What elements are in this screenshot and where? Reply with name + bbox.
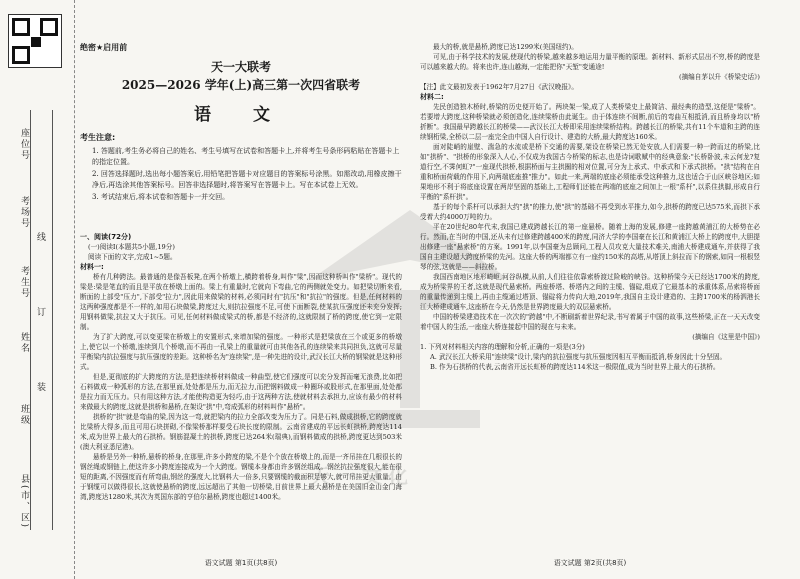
watermark-text: 天一文化 [310, 464, 414, 488]
paragraph: 中国的桥梁建造技术在一次次的"跨越"中,不断刷新着世界纪录,书写着属于中国的故事,这些桥梁,正在一天天改变着中国人的生活,一座座大桥连接起中国的现在与未来。 [420, 313, 760, 331]
question-stem: 1. 下列对材料相关内容的理解和分析,正确的一项是(3分) [420, 343, 585, 351]
material-label: 材料一: [80, 263, 104, 271]
paragraph: 面对陡峭的崖壁、湍急的水流或是桥下交通的需要,架设在桥梁已然无处安放,人们需要一种一跨而过的桥梁,比如"拱桥"、"拱桥的形象深入人心,不仅成为我国古今桥梁的标志,也是诗词歌赋中的经典意象:"长桥卧波,未云何龙?复道行空,不霁何虹?"一座现代拱桥,根据桥面与主拱圈的相对位置,可分为上承式、中承式和下承式拱桥。"拱"结构在自重和桥面荷载的作用下,向两端底座推"推力"。如此一来,两端的底座必须能承受这种推力,这也适合于山区峡谷地区;如果地形不利于将底座设置在两岸坚固的基础上,工程师们还能在两端的底座之间加上一根"系杆",以系住拱脚,形成自行平衡的"系杆拱"。 [420, 143, 760, 201]
exam-title: 天一大联考 [210, 60, 271, 74]
page-footer-left: 语文试题 第1页(共8页) [204, 559, 278, 567]
notice-item: 1. 答题前,考生务必将自己的姓名、考生号填写在试卷和答题卡上,并将考生号条形码粘贴在答题卡上的指定位置。 [92, 147, 400, 166]
county-label: 县(市、区) [19, 474, 29, 530]
notice-heading: 考生注意: [80, 133, 116, 142]
source-citation: (摘编自《这里是中国》) [692, 333, 760, 341]
name-label: 姓名 [19, 332, 29, 354]
paragraph: 基于的每个系杆可以承担大约"拱"的推力,使"拱"的基础不再受到水平推力,如今,拱桥的跨度已达575米,而拱下承受着大约4000万吨的力。 [420, 203, 760, 221]
qr-code-icon [8, 14, 62, 68]
student-number-label: 考生号 [19, 266, 29, 299]
paragraph: 悬桥是另外一种桥,悬桥的桥身,在那里,许多小跨度的梁,不是个个放在桥墩上的,而是一齐吊挂在几根很长的钢丝绳或钢链上,使这许多小跨度连接成为一个大跨度。钢缆本身都由许多钢丝组成。钢丝抗拉强度很大,能在很短的距离,不因强度而有所弯曲,钢丝的强度大,比钢料大一倍多,只要钢缆的截面积足够大,就可吊挂更大重量。由于钢缆可以做得很长,这就使悬桥的跨度,远远超出了其他一切桥梁,目前世界上最大悬桥是在美国旧金山金门海湾,跨度达1280米,其次为英国东部的亨伯尔悬桥,跨度也超过1400米。 [80, 453, 402, 501]
right-column-body [420, 42, 760, 372]
paragraph: 先民创造独木桥时,桥梁的历史便开始了。两块架一梁,成了人类桥梁史上最简洁、最经典的造型,这便是"梁桥"。若要增大跨度,这种桥梁就必须创造化,连续梁桥由此诞生。由于体连续不间断,前后的弯曲互相抵消,而且桥身均以"桥折断"。我国最早跨越长江的桥梁——武汉长江大桥即采用连续梁桥结构。跨越长江的桥梁,共有11个车道和主跨的连续钢桁梁,全桥以二层一座完全由中国人自行设计、建造的大桥,最大跨度达160米。 [420, 103, 760, 141]
page-footer-right: 语文试题 第2页(共8页) [553, 559, 627, 567]
class-label: 班级 [19, 404, 29, 426]
paragraph: 最大的桥,就是悬桥,跨度已达1299米(美国纽约)。 [433, 43, 578, 51]
subject-title: 语 文 [194, 105, 288, 125]
paragraph: 但是,更彻底的扩大跨度的方法,是把连续桥材料做成一种曲型,使它们强度可以充分发挥而毫无浪费,比如把石料做成一种弧形的方法,在那里面,处处都是压力,而无拉力,而把钢料做成一种圈环或股形式,在那里面,处处都是拉力而无压力。只有用这种方法,才能使构造更为轻巧,由于这两种方法,使就材料去承担力,应该有最少的材料来做最大的跨度,这就是拱桥和悬桥,在架设"拱"中,弯成弧形的材料叫作"悬桥"。 [80, 373, 402, 411]
binding-line [30, 110, 31, 530]
exam-room-label: 考场号 [19, 196, 29, 229]
seat-number-label: 座位号 [19, 128, 29, 161]
exam-subtitle: 2025—2026 学年(上)高三第一次四省联考 [121, 78, 361, 92]
source-citation: (摘编自茅以升《桥梁史话》) [679, 73, 760, 81]
left-column-body [80, 232, 402, 502]
notice-item: 2. 回答选择题时,选出每小题答案后,用铅笔把答题卡对应题目的答案标号涂黑。如需改动,用橡皮擦干净后,再选涂其他答案标号。回答非选择题时,将答案写在答题卡上。写在本试卷上无效。 [92, 170, 402, 189]
binding-margin [0, 0, 75, 579]
instruction-text: 阅读下面的文字,完成1~5题。 [88, 253, 177, 261]
cut-mark-bind: 订 [37, 308, 47, 318]
paragraph: 桥有几种跨法。最普通的是像吾板凳,在两个桥墩上,横跨着桥身,叫作"梁",因而这种桥叫作"梁桥"。现代的梁是:梁是笔直的而且是平放在桥墩上面的。梁上有重量时,它就向下弯曲,它的两侧就处变力。如把梁切断来看,断面的上部受"压力",下部受"拉力",因此用来做梁的材料,必须同时有"抗压"和"抗拉"的强度。但是,任何材料的这两种强度都是不一样的,如用石块做梁,跨度过大,则抗拉强度不足,可使下面断裂,使某抗压强度还未充分发挥;用钢料做梁,抗拉又大于抗压。可见,任何材料做成梁式的桥,都是不经济的,这就限制了桥的跨度,使它到一定限制。 [80, 273, 402, 331]
answer-option-a: A. 武汉长江大桥采用"连续梁"设计,梁内的抗拉强度与抗压强度因相互平衡而抵消,桥身因此十分坚固。 [430, 353, 727, 361]
section-heading: 一、阅读(72分) [80, 233, 132, 241]
paragraph: 平在20世纪80年代末,我国已建成跨越长江的第一座悬桥。随着上海的发展,修建一座跨越黄浦江的大桥势在必行。然而,在当时的中国,还从未有过修建跨越400米的跨度,同济大学的李国豪在长江和黄浦江大桥上的跨度中,大胆提出修建一座"悬索桥"的方案。1991年,以李国豪为总顾问,工程人员攻克大量技术难关,南浦大桥建成通车,并获得了我国自主建设超大跨度桥梁的先河。这座大桥的两端都立有一座约150米的高塔,从塔顶上斜拉而下的钢索,如同一根根竖琴的弦,这就是——斜拉桥。 [420, 223, 760, 271]
paragraph: 可见,由于科学技术的发展,使现代的桥梁,越来越多地运用力量平衡的原理。新材料、新形式层出不穷,桥的跨度是可以越来越大的。将来也许,连山越海,一定能把你"天堑"变通途! [420, 53, 760, 71]
material-label: 材料二: [420, 93, 444, 101]
paragraph: 我国西南地区地形崎岖,河谷纵横,从前,人们往往依靠索桥渡过险峻的峡谷。这种桥梁今天已经达1700米的跨度,成为桥梁界的王者,这就是现代悬索桥。两座桥塔、桥塔内之间的主缆、锚碇,组成了它最基本的承重体系,吊索将桥面的重量传递到主缆上,再由主缆通过塔顶、锚碇将力传向大地,2019年,我国自主设计建造的、主跨1700米的杨泗港长江大桥建成通车,这座桥在今天,仍然是世界跨度最大的双层悬索桥。 [420, 273, 760, 311]
notice-list [92, 146, 404, 204]
cut-mark-install: 装 [37, 383, 47, 393]
paragraph: 为了扩大跨度,可以变更梁在桥墩上的安置形式,来增加梁的强度。一种形式是把梁放在三个或更多的桥墩上,使它以一个桥墩,连续到几个桥墩,而不再由一孔梁上的重量就可由其他各孔的连续梁来共同担负,这就可尽量平衡梁内抗拉强度与抗压强度的差距。这种桥名为"连续梁",是一种先进的设计,武汉长江大桥的钢梁就是这种形式。 [80, 333, 402, 371]
binding-line [52, 110, 53, 530]
secret-mark: 绝密★启用前 [80, 43, 128, 52]
paragraph: 拱桥的"拱"就是弯曲的梁,因为这一弯,就把梁内的拉力全部改变为压力了。同是石料,做成拱桥,它的跨度就比梁桥大得多,而且可用石块拼砌,不像梁桥那样要受石块长度的限制。云南省建成的平远长虹拱桥,跨度达114米,成为世界上最大的石拱桥。钢筋混凝土的拱桥,跨度已达264米(瑞典),而钢料做成的拱桥,跨度更达到503米(澳大利亚悉尼港)。 [80, 413, 402, 451]
notice-item: 3. 考试结束后,将本试卷和答题卡一并交回。 [92, 193, 230, 201]
subsection-heading: (一)阅读Ⅰ(本题共5小题,19分) [88, 243, 175, 251]
footnote: 【注】此文最初发表于1962年7月27日《武汉晚报》。 [420, 83, 578, 91]
answer-option-b: B. 作为石拱桥的代表,云南省开远长虹桥的跨度达114米这一极限值,成为当时世界上最大的石拱桥。 [430, 363, 720, 371]
cut-mark-line: 线 [37, 233, 47, 243]
